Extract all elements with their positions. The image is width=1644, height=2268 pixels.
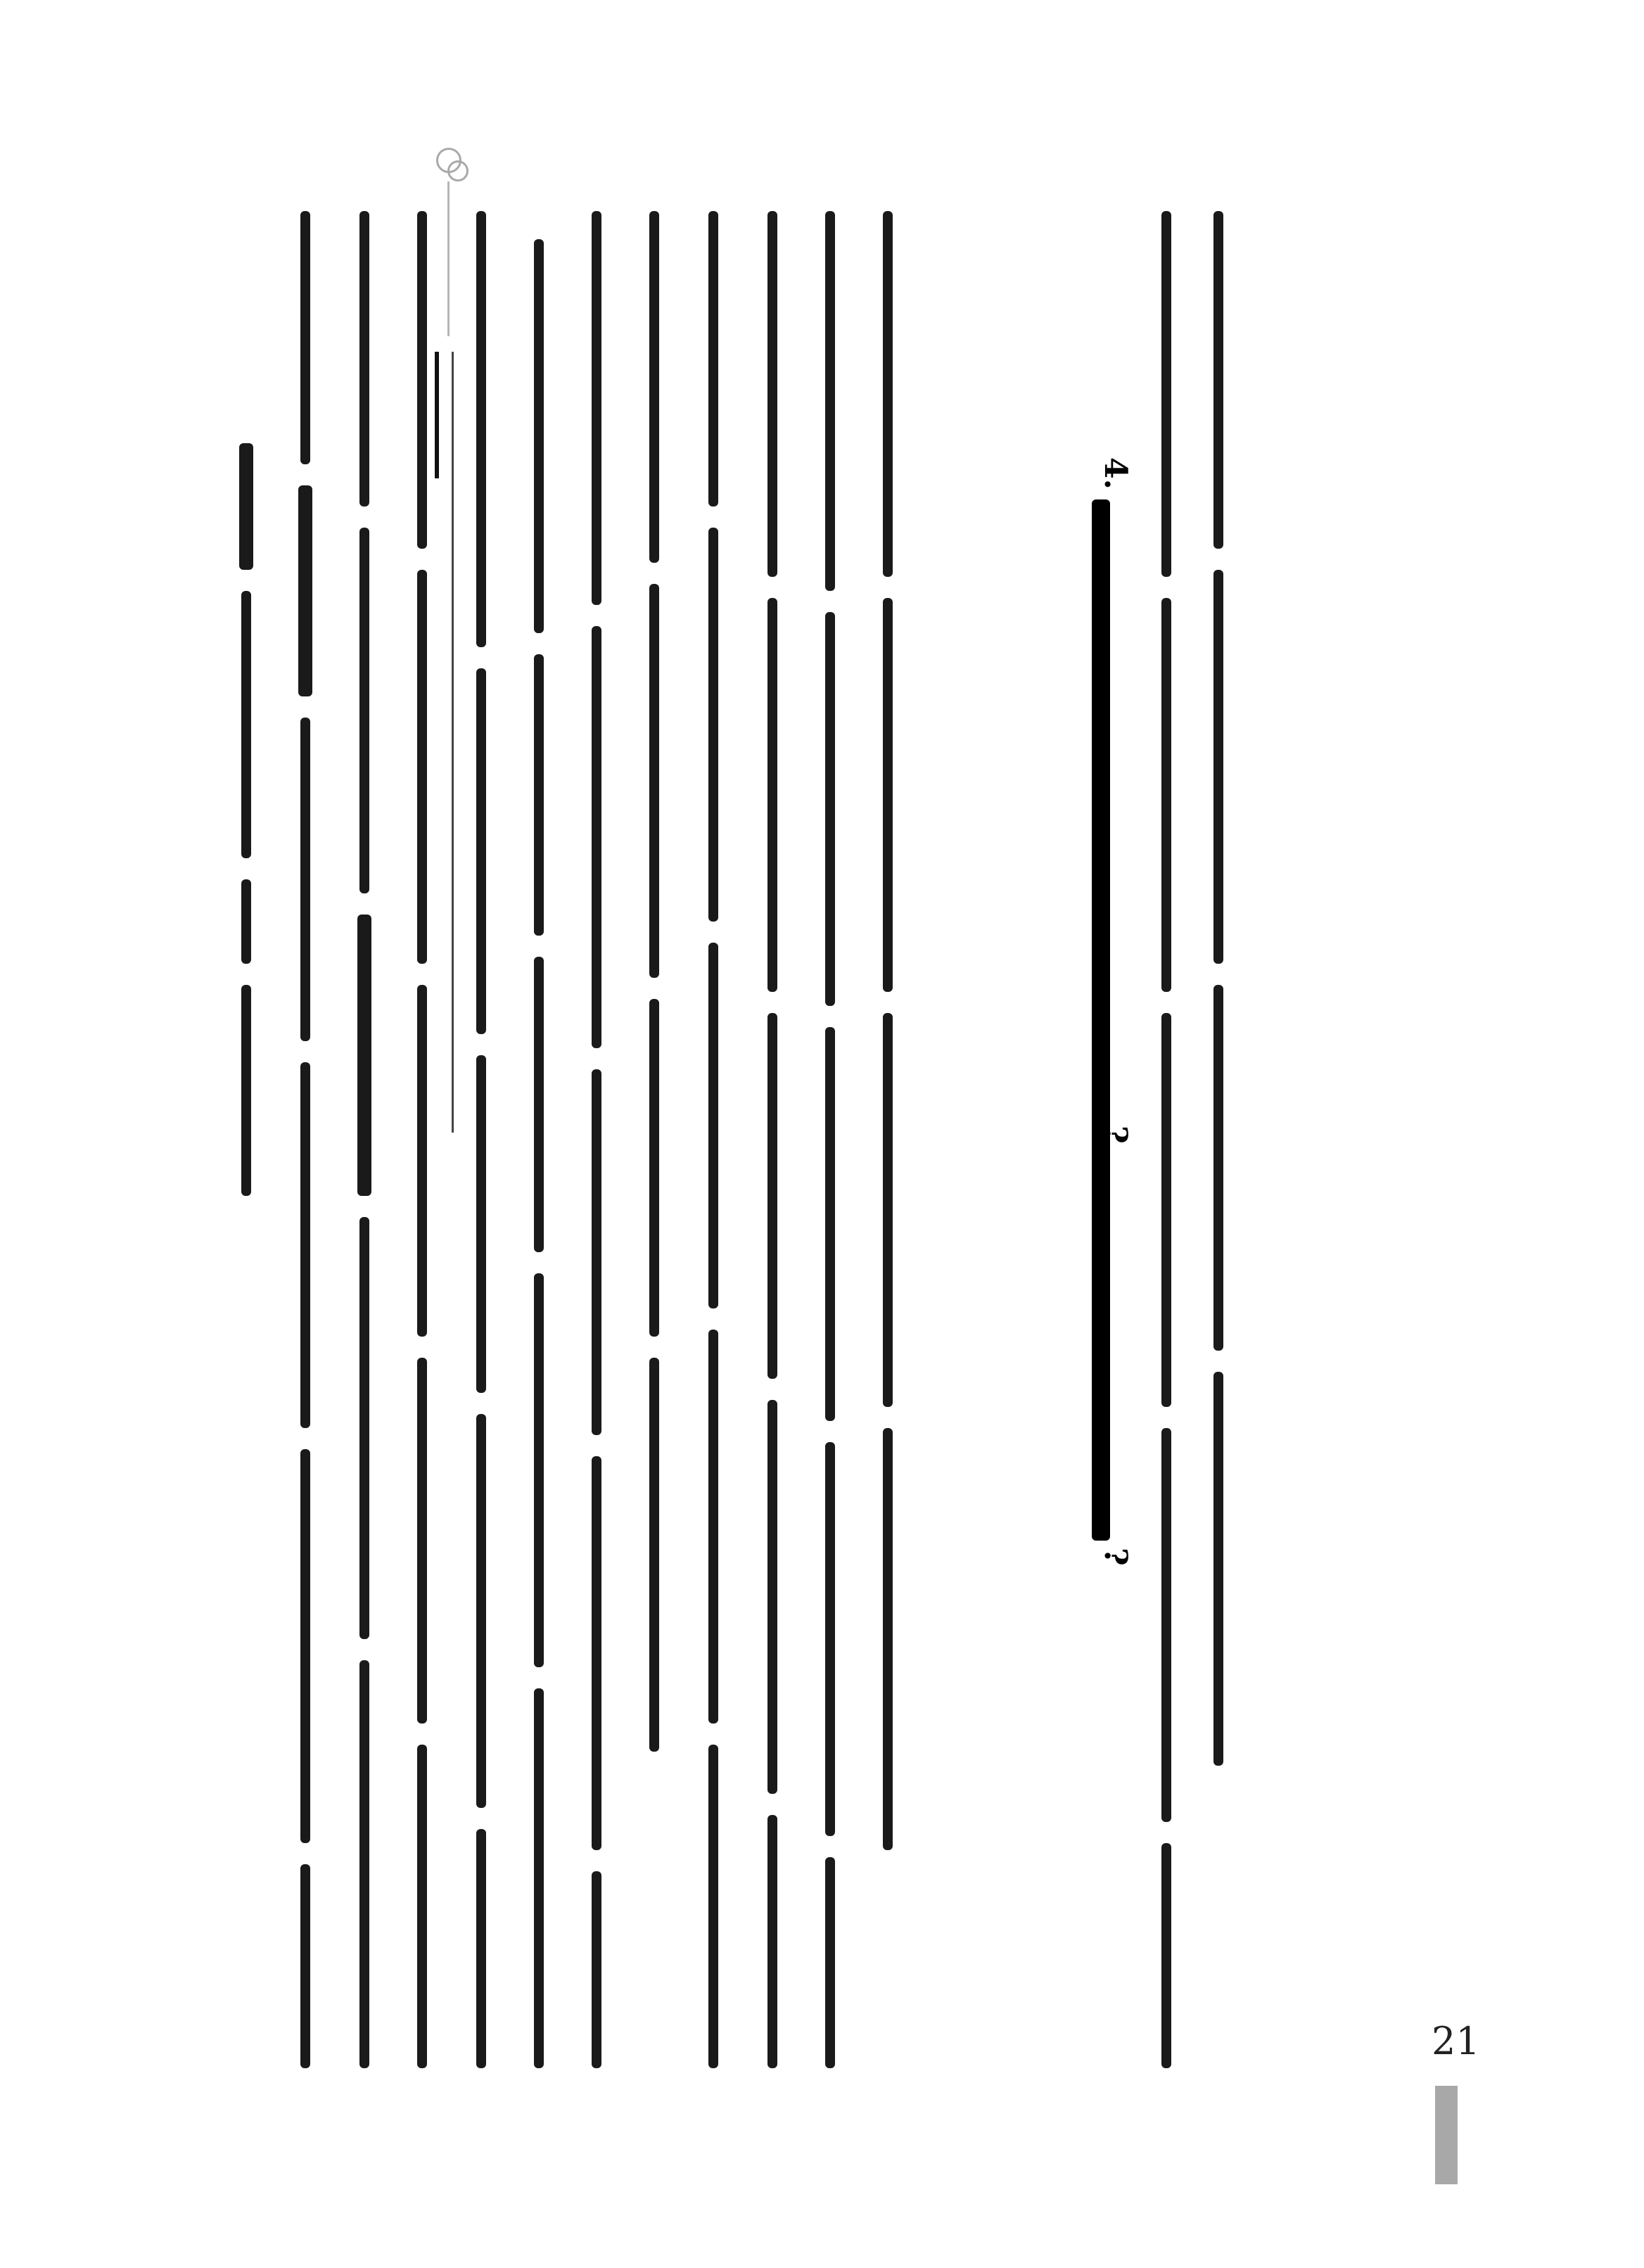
heading-question-mark-2: ?	[1097, 1548, 1133, 1566]
page-edge-tab	[1435, 2086, 1458, 2184]
section-heading-text	[1092, 499, 1110, 1541]
body-text-block	[225, 211, 1231, 2068]
ornament-icon-secondary	[447, 160, 469, 181]
heading-question-mark-1: ?	[1097, 1126, 1133, 1144]
section-heading-number: 4.	[1097, 457, 1133, 490]
page-number: 21	[1432, 2019, 1480, 2063]
